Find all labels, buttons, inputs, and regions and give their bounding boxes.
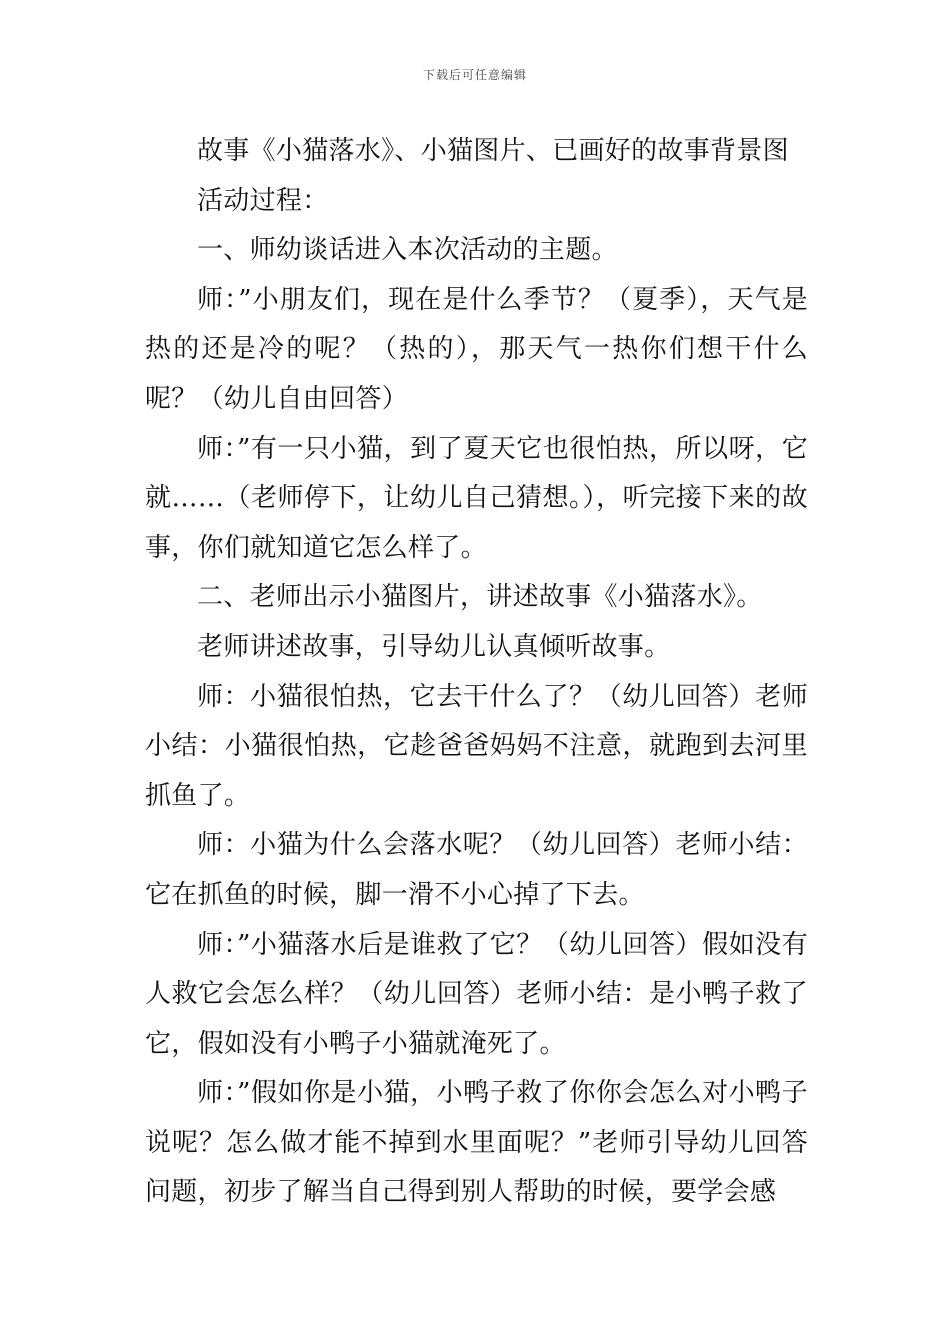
paragraph-teacher-question-thanks: 师：”假如你是小猫，小鸭子救了你你会怎么对小鸭子说呢？怎么做才能不掉到水里面呢？”老师引导幼儿回答问题，初步了解当自己得到别人帮助的时候，要学会感 [145,1078,808,1208]
paragraph-teacher-kitten-intro: 师：”有一只小猫，到了夏天它也很怕热，所以呀，它就……（老师停下，让幼儿自己猜想。），听完接下来的故事，你们就知道它怎么样了。 [145,433,808,563]
paragraph-teacher-question-afraid-heat: 师：小猫很怕热，它去干什么了？（幼儿回答）老师小结：小猫很怕热，它趁爸爸妈妈不注意，就跑到去河里抓鱼了。 [145,681,808,811]
paragraph-materials: 故事《小猫落水》、小猫图片、已画好的故事背景图 [197,136,789,166]
paragraph-storytelling: 老师讲述故事，引导幼儿认真倾听故事。 [197,631,671,662]
body-text [145,127,808,1218]
paragraph-section-one: 一、师幼谈话进入本次活动的主题。 [197,235,618,266]
paragraph-teacher-question-season: 师：”小朋友们，现在是什么季节？（夏季），天气是热的还是冷的呢？（热的），那天气一热你们想干什么呢？（幼儿自由回答） [145,284,808,414]
paragraph-process-heading: 活动过程： [197,185,329,216]
header-note: 下载后可任意编辑 [422,68,527,82]
paragraph-teacher-question-rescue: 师：”小猫落水后是谁救了它？（幼儿回答）假如没有人救它会怎么样？（幼儿回答）老师小结：是小鸭子救了它，假如没有小鸭子小猫就淹死了。 [145,929,808,1059]
paragraph-section-two: 二、老师出示小猫图片，讲述故事《小猫落水》。 [197,582,763,613]
paragraph-teacher-question-falling: 师：小猫为什么会落水呢？（幼儿回答）老师小结：它在抓鱼的时候，脚一滑不小心掉了下去。 [145,830,808,910]
